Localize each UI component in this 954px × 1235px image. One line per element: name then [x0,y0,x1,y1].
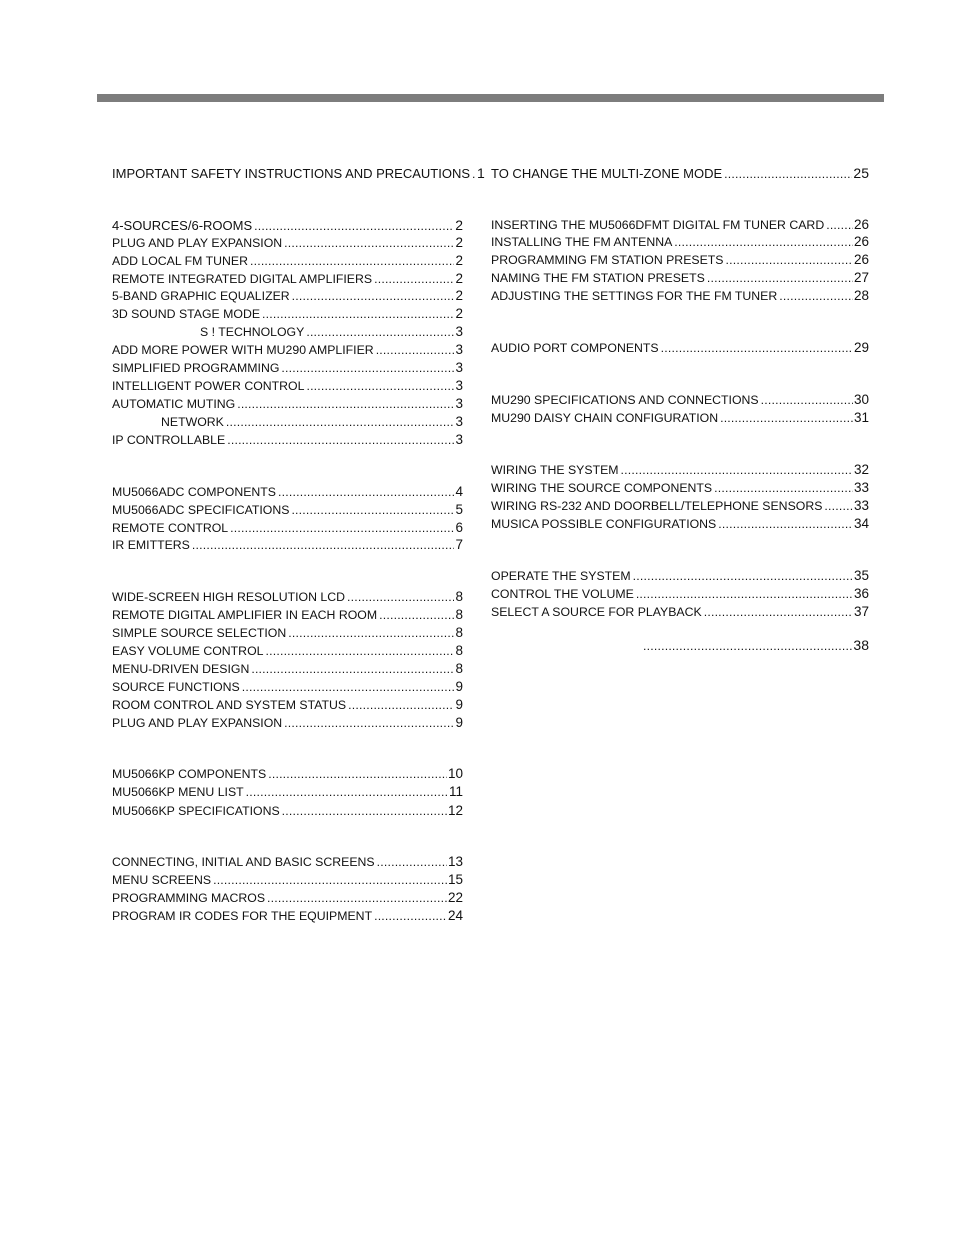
toc-entry-title: ADD MORE POWER WITH MU290 AMPLIFIER [112,343,374,357]
dot-leader [268,765,447,783]
toc-entry-title: NETWORK [161,415,224,429]
toc-entry-page: 26 [853,217,869,232]
toc-entry-page: 2 [455,271,463,286]
toc-entry-title: NAMING THE FM STATION PRESETS [491,271,705,285]
toc-entry-title: MU5066KP COMPONENTS [112,767,267,781]
toc-entry-title: SOURCE FUNCTIONS [112,680,240,694]
toc-entry-title: PROGRAMMING FM STATION PRESETS [491,253,724,267]
toc-entry-title: ADJUSTING THE SETTINGS FOR THE FM TUNER [491,289,778,303]
toc-entry[interactable] [112,783,463,801]
toc-entry-title: MU5066KP MENU LIST [112,785,244,799]
toc-entry-page: 24 [447,908,463,923]
dot-leader [661,339,853,357]
dot-leader [282,802,447,820]
toc-entry-title: MU290 DAISY CHAIN CONFIGURATION [491,411,719,425]
dot-leader [278,483,454,501]
dot-leader [213,871,447,889]
dot-leader [726,251,853,269]
dot-leader [718,515,853,533]
toc-entry-title: WIRING RS-232 AND DOORBELL/TELEPHONE SENSORS [491,499,823,513]
toc-entry[interactable] [491,339,869,357]
toc-entry[interactable] [112,765,463,783]
toc-entry-title: REMOTE DIGITAL AMPLIFIER IN EACH ROOM [112,608,378,622]
dot-leader [826,216,853,234]
toc-entry-title: OPERATE THE SYSTEM [491,569,631,583]
toc-entry-title: 3D SOUND STAGE MODE [112,307,261,321]
toc-entry-title: AUTOMATIC MUTING [112,397,236,411]
toc-entry-page: 33 [853,498,869,513]
toc-entry[interactable] [112,216,463,234]
toc-entry-page: 8 [455,643,463,658]
dot-leader [230,519,454,537]
toc-entry-page: 3 [455,342,463,357]
toc-entry[interactable] [112,853,463,871]
toc-entry[interactable] [112,588,463,606]
dot-leader [348,696,454,714]
toc-entry-page: 8 [455,589,463,604]
toc-entry[interactable] [112,252,463,270]
dot-leader [720,409,853,427]
dot-leader [281,359,454,377]
toc-entry[interactable] [112,395,463,413]
toc-entry-page: 32 [853,462,869,477]
toc-entry-title: S ! TECHNOLOGY [200,325,305,339]
dot-leader [707,269,853,287]
dot-leader [621,461,853,479]
dot-leader [251,660,454,678]
toc-entry-page: 5 [455,502,463,517]
toc-entry-page: 31 [853,410,869,425]
toc-entry[interactable] [112,431,463,449]
toc-entry[interactable] [112,377,463,395]
toc-entry[interactable] [491,461,869,479]
dot-leader [265,642,454,660]
toc-entry-page: 2 [455,253,463,268]
dot-leader [262,305,454,323]
toc-entry-title: WIRING THE SYSTEM [491,463,619,477]
toc-entry[interactable] [112,270,463,288]
toc-entry-title: 4-SOURCES/6-ROOMS [112,218,253,233]
toc-entry[interactable] [112,678,463,696]
dot-leader [284,714,454,732]
dot-leader [714,479,853,497]
toc-entry[interactable] [112,323,463,341]
toc-entry-title: SIMPLIFIED PROGRAMMING [112,361,280,375]
toc-entry[interactable] [112,606,463,624]
toc-entry-title: AUDIO PORT COMPONENTS [491,341,659,355]
dot-leader [347,588,455,606]
dot-leader [376,341,455,359]
dot-leader [377,853,447,871]
toc-entry-page: 10 [447,766,463,781]
toc-entry[interactable] [491,251,869,269]
toc-entry-title: MUSICA POSSIBLE CONFIGURATIONS [491,517,717,531]
toc-entry-title: CONTROL THE VOLUME [491,587,634,601]
dot-leader [636,585,853,603]
toc-entry[interactable] [491,216,869,234]
toc-entry[interactable] [112,889,463,907]
toc-entry-page: 3 [455,414,463,429]
toc-entry-title: ROOM CONTROL AND SYSTEM STATUS [112,698,347,712]
dot-leader [724,165,852,183]
toc-entry[interactable] [112,714,463,732]
dot-leader [284,234,454,252]
dot-leader [237,395,454,413]
toc-entry-page: 36 [853,586,869,601]
toc-entry[interactable] [112,536,463,554]
toc-entry-title: SELECT A SOURCE FOR PLAYBACK [491,605,702,619]
toc-entry-page: 3 [455,360,463,375]
dot-leader [306,377,454,395]
toc-entry-page: 3 [455,396,463,411]
toc-entry-page: 12 [447,803,463,818]
toc-entry[interactable] [491,515,869,533]
toc-entry-title: 5-BAND GRAPHIC EQUALIZER [112,289,290,303]
toc-entry-page: 29 [853,340,869,355]
dot-leader [824,497,853,515]
toc-entry-title: MENU-DRIVEN DESIGN [112,662,250,676]
dot-leader [633,567,853,585]
toc-entry-page: 26 [853,234,869,249]
toc-entry-title: INSTALLING THE FM ANTENNA [491,235,673,249]
toc-entry-page: 27 [853,270,869,285]
dot-leader [374,907,447,925]
toc-entry-page: 4 [455,484,463,499]
toc-entry-title: MU5066ADC SPECIFICATIONS [112,503,290,517]
toc-entry-page: 35 [853,568,869,583]
toc-entry-page: 2 [455,217,463,233]
toc-entry-page: 8 [455,625,463,640]
toc-entry-page: 2 [455,235,463,250]
toc-entry-page: 34 [853,516,869,531]
toc-entry-title: TO CHANGE THE MULTI-ZONE MODE [491,166,723,181]
toc-entry-page: 2 [455,288,463,303]
toc-entry[interactable] [491,497,869,515]
toc-entry[interactable] [491,269,869,287]
toc-entry-page: 9 [455,697,463,712]
toc-entry-page: 1 [477,165,485,181]
toc-entry-title: IR EMITTERS [112,538,190,552]
toc-entry[interactable] [491,391,869,409]
toc-entry-title: MU5066KP SPECIFICATIONS [112,804,280,818]
dot-leader [292,287,455,305]
toc-entry[interactable] [112,413,463,431]
toc-entry[interactable] [112,624,463,642]
dot-leader [779,287,853,305]
toc-entry-page: 28 [853,288,869,303]
toc-entry-page: 3 [455,378,463,393]
toc-entry[interactable] [491,233,869,251]
dot-leader [246,783,448,801]
toc-entry-page: 3 [455,432,463,447]
toc-entry-page: 25 [853,165,869,181]
toc-entry-title: SIMPLE SOURCE SELECTION [112,626,287,640]
toc-entry[interactable] [112,871,463,889]
toc-entry[interactable] [112,483,463,501]
toc-entry-page: 13 [447,854,463,869]
toc-entry[interactable] [112,907,463,925]
dot-leader [379,606,454,624]
toc-entry-title: MU5066ADC COMPONENTS [112,485,276,499]
toc-entry[interactable] [491,479,869,497]
dot-leader [288,624,454,642]
toc-entry-title: WIRING THE SOURCE COMPONENTS [491,481,713,495]
toc-entry[interactable] [112,642,463,660]
dot-leader [674,233,853,251]
toc-entry-title: PLUG AND PLAY EXPANSION [112,236,283,250]
toc-entry-page: 8 [455,607,463,622]
toc-entry[interactable] [112,164,485,182]
toc-entry-title: CONNECTING, INITIAL AND BASIC SCREENS [112,855,375,869]
dot-leader [267,889,447,907]
dot-leader [761,391,853,409]
toc-entry-page: 38 [853,637,869,653]
toc-entry[interactable] [491,164,869,182]
dot-leader [250,252,455,270]
header-rule [97,94,884,102]
toc-entry-title: EASY VOLUME CONTROL [112,644,264,658]
toc-entry[interactable] [112,305,463,323]
toc-entry-title: IP CONTROLLABLE [112,433,226,447]
toc-entry-page: 8 [455,661,463,676]
toc-entry-page: 3 [455,324,463,339]
toc-entry-title: WIDE-SCREEN HIGH RESOLUTION LCD [112,590,345,604]
toc-entry-page: 9 [455,679,463,694]
toc-entry[interactable] [491,636,869,654]
toc-entry-page: 6 [455,520,463,535]
toc-entry[interactable] [491,287,869,305]
dot-leader [306,323,454,341]
dot-leader [226,413,455,431]
toc-entry[interactable] [112,696,463,714]
toc-entry-page: 15 [447,872,463,887]
toc-entry[interactable] [491,409,869,427]
dot-leader [254,217,454,235]
toc-entry-title: MU290 SPECIFICATIONS AND CONNECTIONS [491,393,759,407]
toc-entry-page: 37 [853,604,869,619]
toc-entry-page: 7 [455,537,463,552]
toc-entry[interactable] [112,519,463,537]
dot-leader [291,501,454,519]
toc-entry-page: 22 [447,890,463,905]
dot-leader [704,603,853,621]
toc-entry-title: PLUG AND PLAY EXPANSION [112,716,283,730]
dot-leader [242,678,455,696]
toc-entry-page: 26 [853,252,869,267]
toc-entry-page: 30 [853,392,869,407]
toc-entry-title: INTELLIGENT POWER CONTROL [112,379,305,393]
toc-entry[interactable] [491,585,869,603]
toc-entry[interactable] [491,603,869,621]
toc-entry[interactable] [112,660,463,678]
toc-entry-title: REMOTE CONTROL [112,521,229,535]
toc-entry[interactable] [112,359,463,377]
dot-leader [227,431,454,449]
toc-entry-title: ADD LOCAL FM TUNER [112,254,248,268]
toc-entry-title: PROGRAMMING MACROS [112,891,266,905]
toc-entry[interactable] [112,341,463,359]
toc-entry[interactable] [112,501,463,519]
toc-entry-page: 11 [448,784,463,799]
toc-entry-page: 9 [455,715,463,730]
toc-entry[interactable] [491,567,869,585]
toc-entry-title: PROGRAM IR CODES FOR THE EQUIPMENT [112,909,373,923]
toc-entry[interactable] [112,234,463,252]
dot-leader [192,536,455,554]
toc-entry-title: IMPORTANT SAFETY INSTRUCTIONS AND PRECAUTIONS [112,166,471,181]
toc-entry-title: REMOTE INTEGRATED DIGITAL AMPLIFIERS [112,272,373,286]
toc-entry-title: INSERTING THE MU5066DFMT DIGITAL FM TUNER CARD [491,218,825,232]
toc-entry[interactable] [112,802,463,820]
toc-entry-title: MENU SCREENS [112,873,212,887]
toc-entry[interactable] [112,287,463,305]
dot-leader [643,637,852,655]
dot-leader [472,165,476,183]
toc-entry-page: 33 [853,480,869,495]
toc-entry-page: 2 [455,306,463,321]
dot-leader [374,270,454,288]
